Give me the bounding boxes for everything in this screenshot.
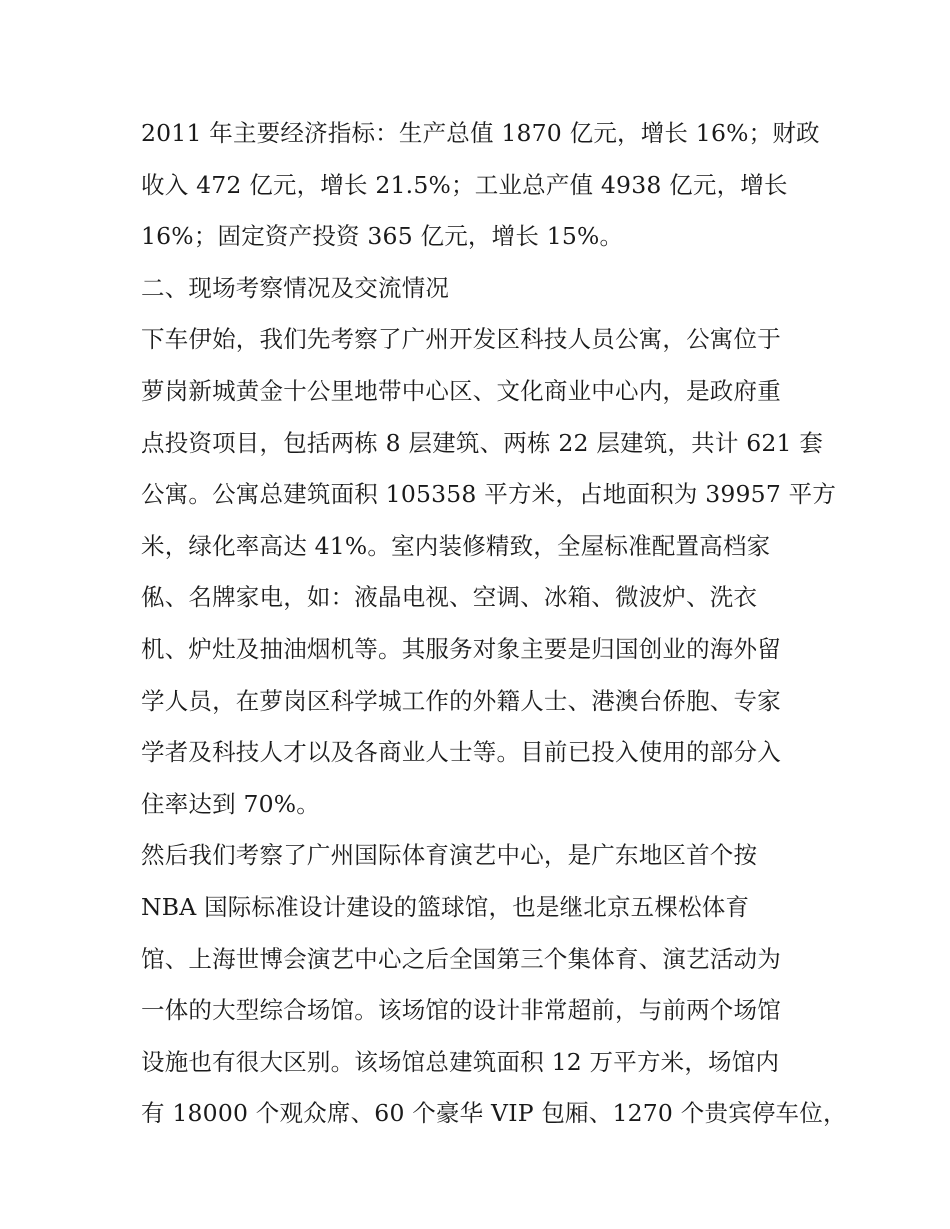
text-line: 一体的大型综合场馆。该场馆的设计非常超前，与前两个场馆 bbox=[141, 996, 781, 1025]
text-line: 学者及科技人才以及各商业人士等。目前已投入使用的部分入 bbox=[141, 738, 781, 767]
text-line: 16%；固定资产投资 365 亿元，增长 15%。 bbox=[141, 222, 624, 251]
text-line: 有 18000 个观众席、60 个豪华 VIP 包厢、1270 个贵宾停车位， bbox=[141, 1099, 847, 1128]
text-line: NBA 国际标准设计建设的篮球馆，也是继北京五棵松体育 bbox=[141, 892, 750, 921]
text-line: 点投资项目，包括两栋 8 层建筑、两栋 22 层建筑，共计 621 套 bbox=[141, 428, 824, 457]
text-line: 然后我们考察了广州国际体育演艺中心，是广东地区首个按 bbox=[141, 841, 758, 870]
section-heading: 二、现场考察情况及交流情况 bbox=[141, 273, 450, 302]
body-text bbox=[141, 108, 847, 1140]
text-line: 下车伊始，我们先考察了广州开发区科技人员公寓，公寓位于 bbox=[141, 325, 781, 354]
text-line: 萝岗新城黄金十公里地带中心区、文化商业中心内，是政府重 bbox=[141, 376, 781, 405]
text-line: 俬、名牌家电，如：液晶电视、空调、冰箱、微波炉、洗衣 bbox=[141, 583, 758, 612]
text-line: 收入 472 亿元，增长 21.5%；工业总产值 4938 亿元，增长 bbox=[141, 170, 788, 199]
text-line: 馆、上海世博会演艺中心之后全国第三个集体育、演艺活动为 bbox=[141, 944, 781, 973]
text-line: 学人员，在萝岗区科学城工作的外籍人士、港澳台侨胞、专家 bbox=[141, 686, 781, 715]
text-line: 2011 年主要经济指标：生产总值 1870 亿元，增长 16%；财政 bbox=[141, 119, 820, 147]
text-line: 机、炉灶及抽油烟机等。其服务对象主要是归国创业的海外留 bbox=[141, 634, 781, 663]
text-line: 设施也有很大区别。该场馆总建筑面积 12 万平方米，场馆内 bbox=[141, 1047, 780, 1076]
text-line: 住率达到 70%。 bbox=[141, 789, 321, 818]
text-line: 米，绿化率高达 41%。室内装修精致，全屋标准配置高档家 bbox=[141, 531, 771, 560]
text-line: 公寓。公寓总建筑面积 105358 平方米，占地面积为 39957 平方 bbox=[141, 480, 837, 509]
